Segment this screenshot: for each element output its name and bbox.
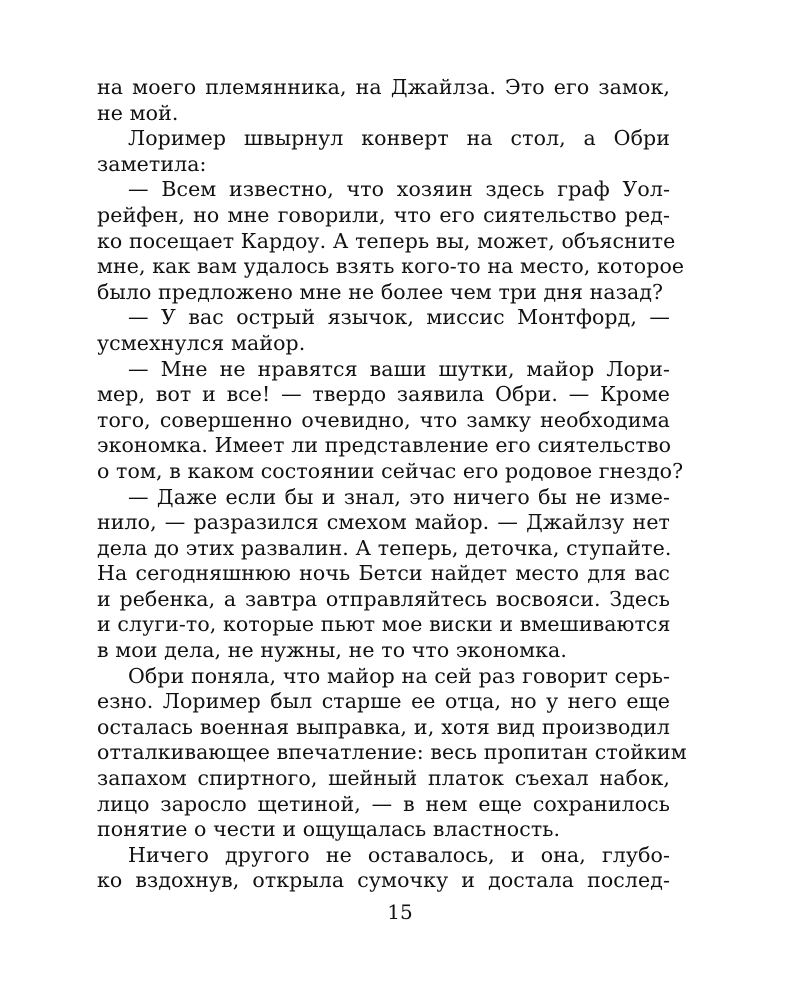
text-line: нило, — разразился смехом майор. — Джайлзу нет	[97, 510, 670, 535]
text-line: запахом спиртного, шейный платок съехал набок,	[97, 766, 670, 791]
text-line: не мой.	[97, 100, 179, 125]
text-line: — У вас острый язычок, миссис Монтфорд, —	[128, 305, 670, 330]
text-line: — Мне не нравятся ваши шутки, майор Лори-	[128, 356, 670, 381]
text-line: мне, как вам удалось взять кого-то на место, которое	[97, 254, 685, 279]
text-line: и ребенка, а завтра отправляйтесь восвояси. Здесь	[97, 586, 670, 611]
text-line: мер, вот и все! — твердо заявила Обри. — Кроме	[97, 382, 670, 407]
text-line: — Всем известно, что хозяин здесь граф Уол-	[128, 177, 670, 202]
text-line: на моего племянника, на Джайлза. Это его замок,	[97, 75, 670, 99]
text-line: На сегодняшнюю ночь Бетси найдет место для вас	[97, 561, 670, 586]
text-line: рейфен, но мне говорили, что его сиятельство ред-	[97, 202, 670, 227]
text-line: езно. Лоример был старше ее отца, но у него еще	[97, 689, 670, 714]
text-line: отталкивающее впечатление: весь пропитан стойким	[97, 740, 687, 765]
text-line: в мои дела, не нужны, не то что экономка.	[97, 638, 567, 663]
text-line: того, совершенно очевидно, что замку необходима	[97, 407, 670, 432]
text-line: Обри поняла, что майор на сей раз говорит серь-	[128, 663, 670, 688]
text-line: экономка. Имеет ли представление его сиятельство	[97, 433, 672, 458]
text-line: лицо заросло щетиной, — в нем еще сохранилось	[97, 791, 670, 816]
text-line: Ничего другого не оставалось, и она, глубо-	[128, 842, 670, 867]
text-line: осталась военная выправка, и, хотя вид производил	[97, 714, 670, 739]
text-line: заметила:	[97, 151, 207, 176]
text-line: и слуги-то, которые пьют мое виски и вмешиваются	[97, 612, 671, 637]
page-number: 15	[387, 900, 413, 924]
text-line: было предложено мне не более чем три дня назад?	[97, 279, 664, 304]
text-line: ко вздохнув, открыла сумочку и достала послед-	[97, 868, 670, 893]
page-text	[97, 75, 687, 894]
text-line: — Даже если бы и знал, это ничего бы не изме-	[128, 484, 670, 509]
text-line: дела до этих развалин. А теперь, деточка, ступайте.	[97, 535, 672, 560]
text-line: понятие о чести и ощущалась властность.	[97, 817, 561, 842]
text-line: Лоример швырнул конверт на стол, а Обри	[128, 126, 670, 151]
text-line: усмехнулся майор.	[97, 330, 306, 355]
text-line: о том, в каком состоянии сейчас его родовое гнездо?	[97, 458, 684, 483]
text-line: ко посещает Кардоу. А теперь вы, может, объясните	[97, 228, 676, 253]
